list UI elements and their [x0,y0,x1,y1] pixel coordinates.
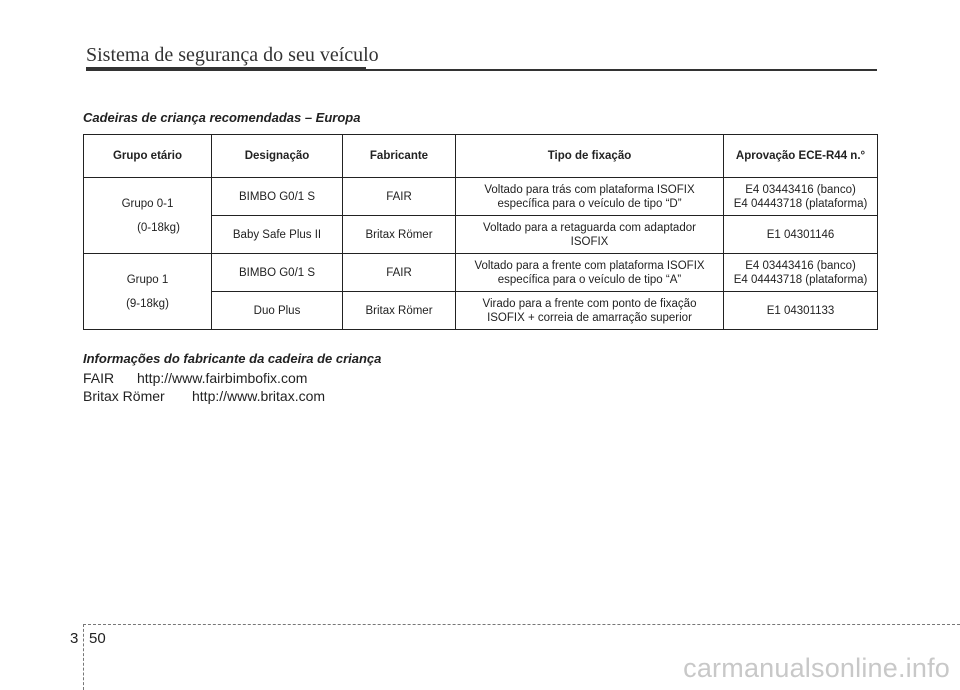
header-age-group: Grupo etário [84,135,212,178]
page-number: 50 [89,630,106,647]
approval-line: E4 04443718 (plataforma) [733,273,868,286]
fixation-line: Virado para a frente com ponto de fixação [482,297,697,310]
footer-divider [83,624,960,625]
fixation-cell [456,178,724,216]
designation-cell: BIMBO G0/1 S [212,178,343,216]
age-group-cell [84,254,212,330]
age-group-name: Grupo 0-1 [121,197,174,210]
approval-line: E4 04443718 (plataforma) [733,197,868,210]
approval-cell [724,216,878,254]
approval-line: E4 03443416 (banco) [745,259,856,272]
header-rule-thick [86,67,366,71]
header-rule-thin [366,69,877,71]
header-fixation-type: Tipo de fixação [456,135,724,178]
age-group-cell [84,178,212,254]
manufacturer-name: Britax Römer [83,388,165,404]
designation-cell: BIMBO G0/1 S [212,254,343,292]
approval-cell [724,178,878,216]
manufacturer-cell: FAIR [343,178,456,216]
manufacturer-url[interactable]: http://www.fairbimbofix.com [137,370,308,386]
manufacturer-info-line [83,370,307,386]
section-title: Cadeiras de criança recomendadas – Europa [83,110,361,125]
age-group-name: Grupo 1 [126,273,169,286]
watermark: carmanualsonline.info [683,653,950,683]
manufacturer-url[interactable]: http://www.britax.com [192,388,326,404]
page-header-title: Sistema de segurança do seu veículo [86,44,379,66]
header-designation: Designação [212,135,343,178]
fixation-line: ISOFIX [570,235,609,248]
fixation-line: específica para o veículo de tipo “D” [497,197,682,210]
manufacturer-cell: Britax Römer [343,216,456,254]
fixation-line: ISOFIX + correia de amarração superior [487,311,692,324]
manufacturer-info-line [83,388,325,404]
fixation-cell [456,292,724,330]
child-seat-table [83,134,878,330]
approval-cell [724,292,878,330]
approval-line: E4 03443416 (banco) [745,183,856,196]
manufacturer-name: FAIR [83,370,115,386]
designation-cell: Duo Plus [212,292,343,330]
manufacturer-cell: FAIR [343,254,456,292]
age-group-weight: (9-18kg) [126,297,169,310]
fixation-line: Voltado para a retaguarda com adaptador [483,221,696,234]
page-chapter-number: 3 [70,630,79,647]
footer-page-separator [83,624,85,690]
approval-line: E1 04301133 [766,304,835,317]
fixation-line: Voltado para trás com plataforma ISOFIX [484,183,695,196]
fixation-cell [456,254,724,292]
age-group-weight: (0-18kg) [137,221,180,234]
approval-line: E1 04301146 [766,228,835,241]
table-header-row [84,135,878,178]
fixation-line: Voltado para a frente com plataforma ISOFIX [474,259,705,272]
header-manufacturer: Fabricante [343,135,456,178]
designation-cell: Baby Safe Plus II [212,216,343,254]
manufacturer-cell: Britax Römer [343,292,456,330]
approval-cell [724,254,878,292]
table-row [84,178,878,216]
table-row [84,254,878,292]
header-approval: Aprovação ECE-R44 n.° [724,135,878,178]
fixation-cell [456,216,724,254]
fixation-line: específica para o veículo de tipo “A” [497,273,682,286]
manufacturer-info-title: Informações do fabricante da cadeira de criança [83,351,382,366]
